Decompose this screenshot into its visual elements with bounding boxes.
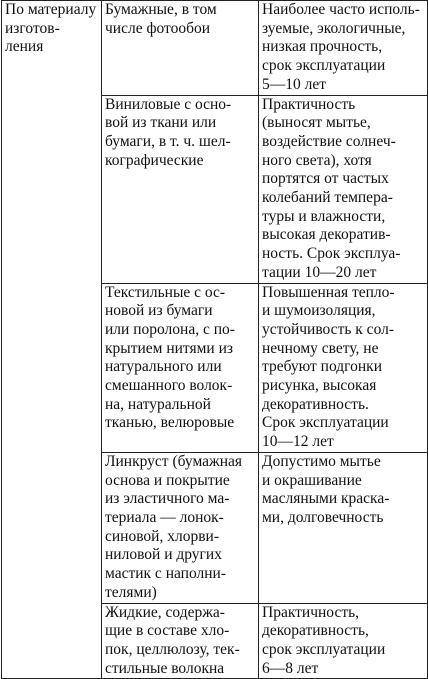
wallpaper-type-cell: Виниловые с осно- вой из ткани или бумаги, в т. ч. шел- кографические	[102, 95, 259, 283]
wallpaper-type-cell: Бумажные, в том числе фотообои	[102, 1, 259, 96]
wallpaper-type-cell: Линкруст (бумажная основа и покрытие из эластичного ма- териала — лонок- синовой, хлорви- ниловой и других мастик с наполни- телями)	[102, 452, 259, 603]
properties-cell: Допустимо мытье и окрашивание масляными краска- ми, долговечность	[259, 452, 428, 603]
category-cell: По материалу изготов- ления	[2, 1, 102, 679]
wallpaper-type-cell: Текстильные с ос- новой из бумаги или поролона, с по- крытием нитями из натурального или смешанного волок- на, натуральной тканью, велюровые	[102, 283, 259, 452]
properties-cell: Повышенная тепло- и шумоизоляция, устойчивость к сол- нечному свету, не требуют подгонки рисунка, высокая декоративность. Срок эксплуатации 10—12 лет	[259, 283, 428, 452]
properties-cell: Практичность (выносят мытье, воздействие солнеч- ного света), хотя портятся от частых колебаний темпера- туры и влажности, высокая декоратив- ность. Срок эксплуа- тации 10—20 лет	[259, 95, 428, 283]
wallpaper-types-table	[1, 0, 428, 679]
wallpaper-type-cell: Жидкие, содержа- щие в составе хло- пок, целлюлозу, тек- стильные волокна	[102, 603, 259, 679]
properties-cell: Наиболее часто исполь- зуемые, экологичные, низкая прочность, срок эксплуатации 5—10 лет	[259, 1, 428, 96]
table-row	[2, 1, 428, 96]
properties-cell: Практичность, декоративность, срок эксплуатации 6—8 лет	[259, 603, 428, 679]
